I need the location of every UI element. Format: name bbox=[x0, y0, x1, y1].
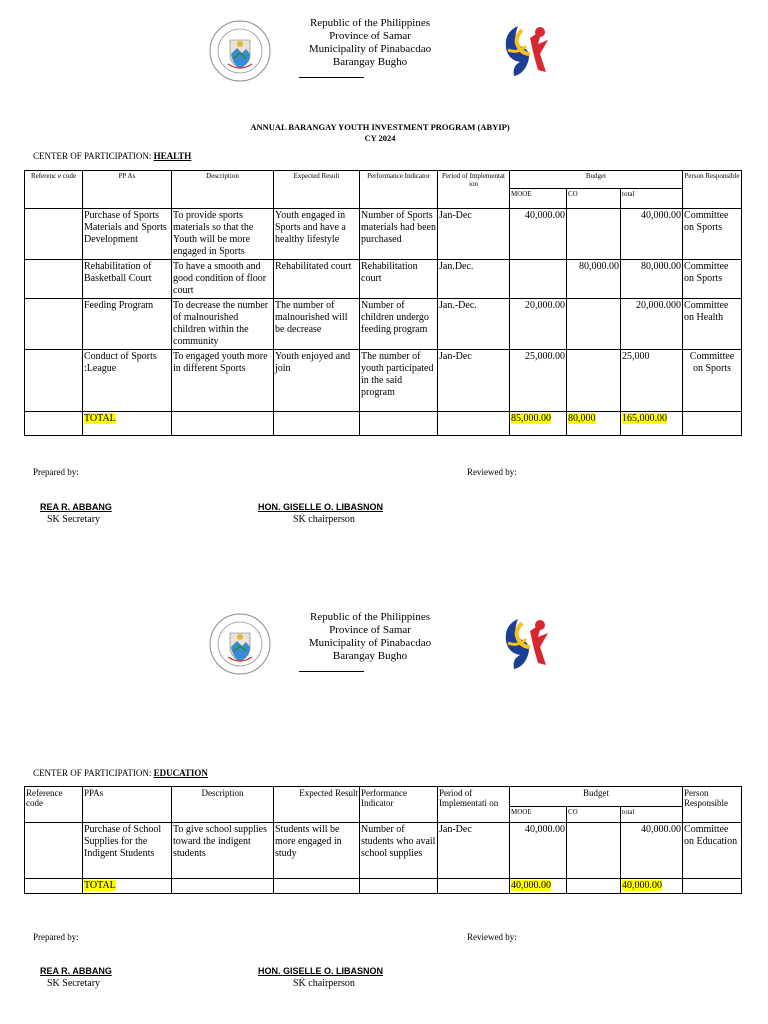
table-row bbox=[25, 350, 742, 412]
cell-empty bbox=[172, 412, 274, 436]
cell-period: Jan.-Dec. bbox=[438, 299, 510, 350]
cell-empty bbox=[360, 879, 438, 894]
cell-mooe bbox=[510, 260, 567, 299]
header-province: Province of Samar bbox=[329, 30, 411, 42]
header-performance-indicator: Performance Indicator bbox=[360, 171, 438, 209]
reviewed-by-label: Reviewed by: bbox=[467, 932, 517, 942]
prepared-by-label: Prepared by: bbox=[33, 932, 79, 942]
cell-indicator: Number of Sports materials had been purchased bbox=[360, 209, 438, 260]
header-total: total bbox=[621, 189, 683, 209]
cell-person: Committee on Education bbox=[683, 823, 742, 879]
header-person-responsible: Person Responsible bbox=[683, 171, 742, 209]
header-period: Period of Implementati on bbox=[438, 787, 510, 823]
table-header-row bbox=[25, 171, 742, 189]
cell-co bbox=[567, 350, 621, 412]
document-title bbox=[180, 122, 580, 144]
sk-logo-icon bbox=[500, 20, 556, 80]
cell-empty bbox=[274, 412, 360, 436]
cell-indicator: Number of children undergo feeding program bbox=[360, 299, 438, 350]
total-mooe: 85,000.00 bbox=[511, 413, 551, 424]
cell-period: Jan-Dec bbox=[438, 823, 510, 879]
header-mooe: MOOE bbox=[510, 189, 567, 209]
header-barangay: Barangay Bugho bbox=[332, 56, 408, 68]
abyip-education-table bbox=[24, 786, 742, 894]
cell-person: Committee on Sports bbox=[683, 209, 742, 260]
cell-ref bbox=[25, 299, 83, 350]
cell-empty bbox=[360, 412, 438, 436]
reviewer-name: HON. GISELLE O. LIBASNON bbox=[258, 966, 384, 976]
preparer-title: SK Secretary bbox=[47, 514, 101, 525]
municipal-seal-icon bbox=[209, 613, 271, 675]
table-total-row bbox=[25, 412, 742, 436]
table-row bbox=[25, 823, 742, 879]
cell-description: To engaged youth more in different Sports bbox=[172, 350, 274, 412]
cell-total-total bbox=[621, 879, 683, 894]
table-row bbox=[25, 209, 742, 260]
document-title-line1: ANNUAL BARANGAY YOUTH INVESTMENT PROGRAM (ABYIP) bbox=[250, 122, 510, 132]
header-ppa: PP As bbox=[83, 171, 172, 209]
cell-co bbox=[567, 299, 621, 350]
table-row bbox=[25, 299, 742, 350]
cell-empty bbox=[274, 879, 360, 894]
header-total: total bbox=[621, 807, 683, 823]
total-label: TOTAL bbox=[84, 413, 116, 424]
reviewed-by-label: Reviewed by: bbox=[467, 467, 517, 477]
cell-expected-result: The number of malnourished will be decrease bbox=[274, 299, 360, 350]
cell-co: 80,000.00 bbox=[567, 260, 621, 299]
header-description: Description bbox=[172, 171, 274, 209]
header-performance-indicator: Performance Indicator bbox=[360, 787, 438, 823]
cell-empty bbox=[438, 412, 510, 436]
total-label: TOTAL bbox=[84, 880, 116, 891]
cell-description: To give school supplies toward the indigent students bbox=[172, 823, 274, 879]
cell-description: To decrease the number of malnourished children within the community bbox=[172, 299, 274, 350]
cell-indicator: The number of youth participated in the said program bbox=[360, 350, 438, 412]
center-value: HEALTH bbox=[153, 151, 192, 161]
total-total: 40,000.00 bbox=[622, 880, 662, 891]
cell-person: Committee on Health bbox=[683, 299, 742, 350]
cell-expected-result: Students will be more engaged in study bbox=[274, 823, 360, 879]
cell-person: Committee on Sports bbox=[683, 350, 742, 412]
cell-ppa: Purchase of School Supplies for the Indigent Students bbox=[83, 823, 172, 879]
header-block bbox=[290, 611, 450, 663]
cell-expected-result: Youth engaged in Sports and have a healthy lifestyle bbox=[274, 209, 360, 260]
cell-period: Jan-Dec bbox=[438, 350, 510, 412]
total-mooe: 40,000.00 bbox=[511, 880, 551, 891]
cell-description: To provide sports materials so that the Youth will be more engaged in Sports bbox=[172, 209, 274, 260]
cell-indicator: Number of students who avail school supplies bbox=[360, 823, 438, 879]
cell-period: Jan-Dec bbox=[438, 209, 510, 260]
header-co: CO bbox=[567, 189, 621, 209]
center-label: CENTER OF PARTICIPATION: bbox=[33, 151, 154, 161]
table-row bbox=[25, 260, 742, 299]
header-ref: Reference code bbox=[25, 787, 83, 823]
header-republic: Republic of the Philippines bbox=[309, 611, 431, 623]
center-label: CENTER OF PARTICIPATION: bbox=[33, 768, 154, 778]
cell-empty bbox=[683, 879, 742, 894]
header-underline bbox=[299, 77, 364, 78]
cell-ppa: Purchase of Sports Materials and Sports Development bbox=[83, 209, 172, 260]
prepared-by-label: Prepared by: bbox=[33, 467, 79, 477]
header-budget: Budget bbox=[510, 787, 683, 807]
municipal-seal-icon bbox=[209, 20, 271, 82]
header-ppa: PPAs bbox=[83, 787, 172, 823]
header-ref: Referenc e code bbox=[25, 171, 83, 209]
cell-total: 40,000.00 bbox=[621, 823, 683, 879]
cell-period: Jan.Dec. bbox=[438, 260, 510, 299]
header-block bbox=[290, 17, 450, 69]
header-description: Description bbox=[172, 787, 274, 823]
cell-ref bbox=[25, 209, 83, 260]
total-total: 165,000.00 bbox=[622, 413, 667, 424]
table-total-row bbox=[25, 879, 742, 894]
header-republic: Republic of the Philippines bbox=[309, 17, 431, 29]
cell-ref bbox=[25, 823, 83, 879]
header-person-responsible: Person Responsible bbox=[683, 787, 742, 823]
reviewer-title: SK chairperson bbox=[293, 514, 355, 525]
cell-total-mooe bbox=[510, 879, 567, 894]
header-expected-result: Expected Result bbox=[274, 787, 360, 823]
cell-total-label bbox=[83, 412, 172, 436]
cell-empty bbox=[25, 412, 83, 436]
cell-total-mooe bbox=[510, 412, 567, 436]
cell-mooe: 25,000.00 bbox=[510, 350, 567, 412]
cell-total: 25,000 bbox=[621, 350, 683, 412]
cell-empty bbox=[25, 879, 83, 894]
cell-total: 80,000.00 bbox=[621, 260, 683, 299]
center-of-participation-education bbox=[33, 768, 208, 778]
cell-ref bbox=[25, 260, 83, 299]
header-municipality: Municipality of Pinabacdao bbox=[308, 43, 432, 55]
header-underline bbox=[299, 671, 364, 672]
cell-person: Committee on Sports bbox=[683, 260, 742, 299]
center-of-participation-health bbox=[33, 151, 191, 161]
cell-expected-result: Youth enjoyed and join bbox=[274, 350, 360, 412]
header-budget: Budget bbox=[510, 171, 683, 189]
cell-empty bbox=[438, 879, 510, 894]
preparer-title: SK Secretary bbox=[47, 978, 101, 989]
header-mooe: MOOE bbox=[510, 807, 567, 823]
cell-total-co bbox=[567, 879, 621, 894]
cell-ref bbox=[25, 350, 83, 412]
table-header-row bbox=[25, 787, 742, 807]
header-province: Province of Samar bbox=[329, 624, 411, 636]
cell-empty bbox=[683, 412, 742, 436]
header-period: Period of Implementat ion bbox=[438, 171, 510, 209]
reviewer-title: SK chairperson bbox=[293, 978, 355, 989]
document-title-year: CY 2024 bbox=[364, 133, 396, 143]
cell-mooe: 40,000.00 bbox=[510, 209, 567, 260]
header-expected-result: Expected Result bbox=[274, 171, 360, 209]
cell-total: 20,000.000 bbox=[621, 299, 683, 350]
cell-total-total bbox=[621, 412, 683, 436]
header-municipality: Municipality of Pinabacdao bbox=[308, 637, 432, 649]
center-value: EDUCATION bbox=[153, 768, 208, 778]
cell-indicator: Rehabilitation court bbox=[360, 260, 438, 299]
cell-total-co bbox=[567, 412, 621, 436]
cell-ppa: Feeding Program bbox=[83, 299, 172, 350]
reviewer-name: HON. GISELLE O. LIBASNON bbox=[258, 502, 384, 512]
cell-ppa: Rehabilitation of Basketball Court bbox=[83, 260, 172, 299]
preparer-name: REA R. ABBANG bbox=[40, 966, 112, 976]
cell-mooe: 20,000.00 bbox=[510, 299, 567, 350]
preparer-name: REA R. ABBANG bbox=[40, 502, 112, 512]
cell-total-label bbox=[83, 879, 172, 894]
cell-ppa: Conduct of Sports :League bbox=[83, 350, 172, 412]
cell-mooe: 40,000.00 bbox=[510, 823, 567, 879]
abyip-health-table bbox=[24, 170, 742, 436]
sk-logo-icon bbox=[500, 613, 556, 673]
cell-empty bbox=[172, 879, 274, 894]
cell-expected-result: Rehabilitated court bbox=[274, 260, 360, 299]
cell-description: To have a smooth and good condition of floor court bbox=[172, 260, 274, 299]
cell-co bbox=[567, 823, 621, 879]
header-co: CO bbox=[567, 807, 621, 823]
header-barangay: Barangay Bugho bbox=[332, 650, 408, 662]
cell-co bbox=[567, 209, 621, 260]
total-co: 80,000 bbox=[568, 413, 596, 424]
cell-total: 40,000.00 bbox=[621, 209, 683, 260]
